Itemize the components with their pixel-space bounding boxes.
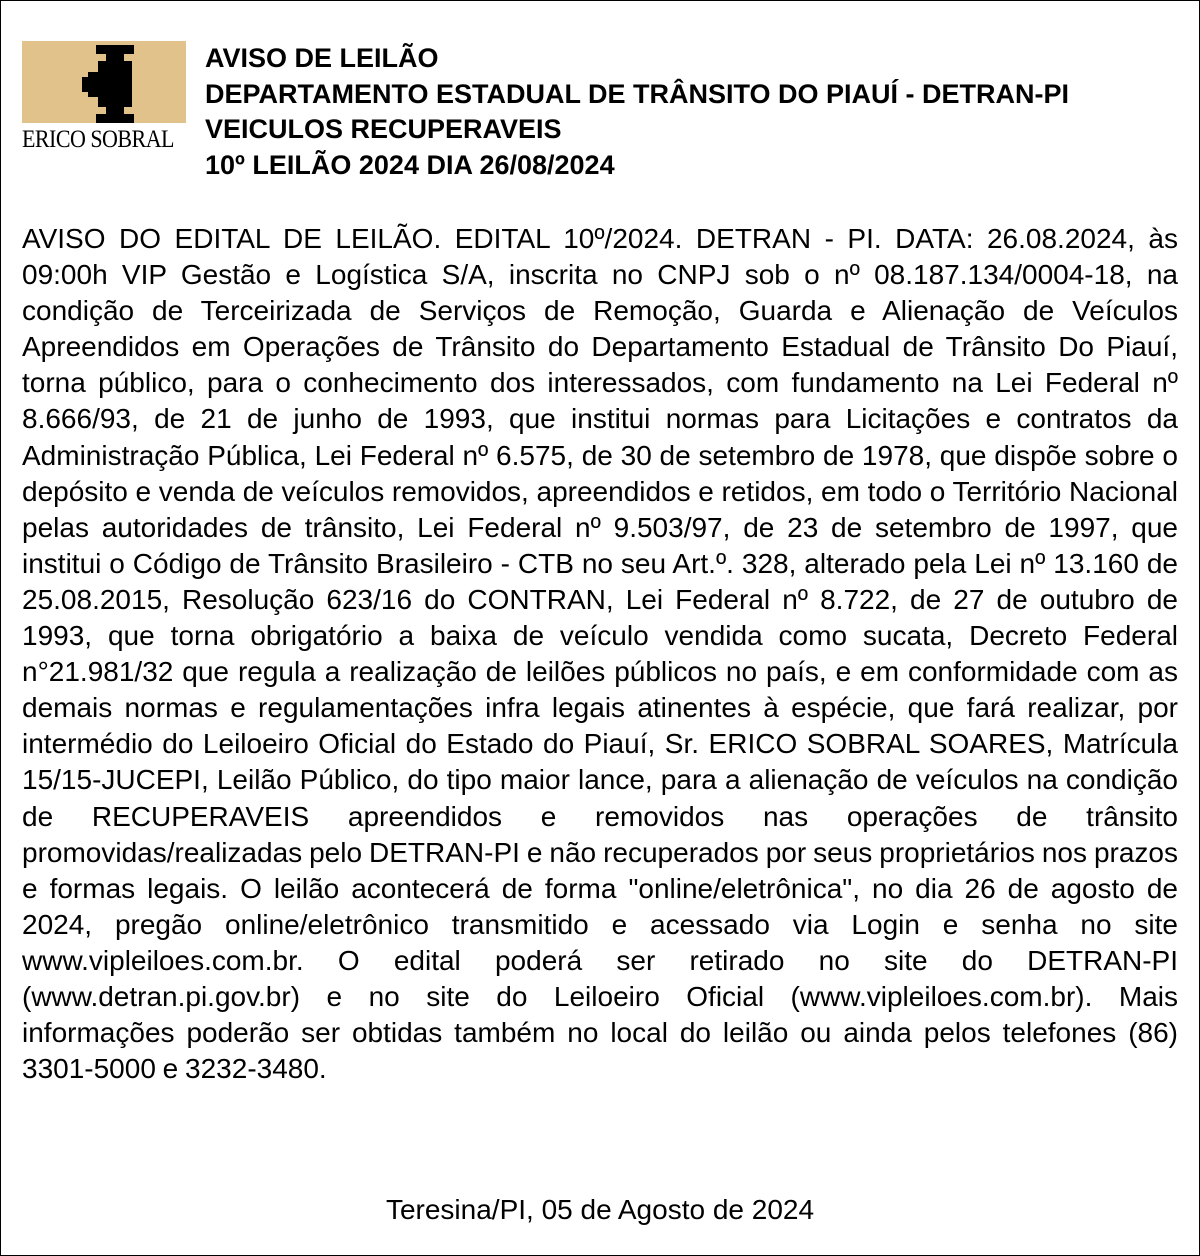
header-agency: DEPARTAMENTO ESTADUAL DE TRÂNSITO DO PIAUÍ - DETRAN-PI [205,78,1070,109]
notice-header [205,41,1185,183]
place-and-date: Teresina/PI, 05 de Agosto de 2024 [385,1194,815,1225]
gavel-icon [22,41,186,123]
header-title: AVISO DE LEILÃO [205,43,439,73]
notice-body-text: AVISO DO EDITAL DE LEILÃO. EDITAL 10º/2024. DETRAN - PI. DATA: 26.08.2024, às 09:00h VIP Gestão e Logística S/A, inscrita no CNPJ sob o nº 08.187.134/0004-18, na condição de Terceirizada de Serviços de Remoção, Guarda e Alienação de Veículos Apreendidos em Operações de Trânsito do Departamento Estadual de Trânsito Do Piauí, torna público, para o conhecimento dos interessados, com fundamento na Lei Federal nº 8.666/93, de 21 de junho de 1993, que institui normas para Licitações e contratos da Administração Pública, Lei Federal nº 6.575, de 30 de setembro de 1978, que dispõe sobre o depósito e venda de veículos removidos, apreendidos e retidos, em todo o Território Nacional pelas autoridades de trânsito, Lei Federal nº 9.503/97, de 23 de setembro de 1997, que institui o Código de Trânsito Brasileiro - CTB no seu Art.º. 328, alterado pela Lei nº 13.160 de 25.08.2015, Resolução 623/16 do CONTRAN, Lei Federal nº 8.722, de 27 de outubro de 1993, que torna obrigatório a baixa de veículo vendida como sucata, Decreto Federal n°21.981/32 que regula a realização de leilões públicos no país, e em conformidade com as demais normas e regulamentações infra legais atinentes à espécie, que fará realizar, por intermédio do Leiloeiro Oficial do Estado do Piauí, Sr. ERICO SOBRAL SOARES, Matrícula 15/15-JUCEPI, Leilão Público, do tipo maior lance, para a alienação de veículos na condição de RECUPERAVEIS apreendidos e removidos nas operações de trânsito promovidas/realizadas pelo DETRAN-PI e não recuperados por seus proprietários nos prazos e formas legais. O leilão acontecerá de forma "online/eletrônica", no dia 26 de agosto de 2024, pregão online/eletrônico transmitido e acessado via Login e senha no site www.vipleiloes.com.br. O edital poderá ser retirado no site do DETRAN-PI (www.detran.pi.gov.br) e no site do Leiloeiro Oficial (www.vipleiloes.com.br). Mais informações poderão ser obtidas também no local do leilão ou ainda pelos telefones (86) 3301-5000 e 3232-3480. [22,223,1178,1085]
logo-text: ERICO SOBRAL [22,126,174,153]
logo-panel [22,41,186,123]
header-auction-date: 10º LEILÃO 2024 DIA 26/08/2024 [205,149,615,180]
header-category: VEICULOS RECUPERAVEIS [205,114,562,144]
auctioneer-logo [22,41,186,155]
